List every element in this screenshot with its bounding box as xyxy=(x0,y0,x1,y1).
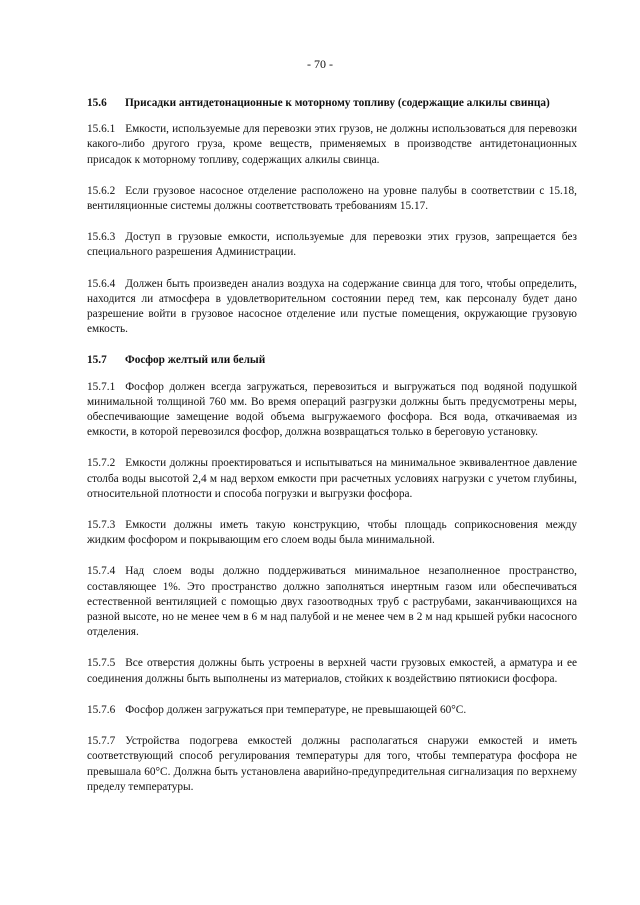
paragraph-text: Если грузовое насосное отделение расположено на уровне палубы в соответствии с 15.18, вентиляционные системы должны соответствовать требованиям 15.17. xyxy=(87,184,577,213)
paragraph-15-7-6 xyxy=(87,703,577,718)
paragraph-number: 15.7.5 xyxy=(87,657,116,670)
paragraph-15-6-2 xyxy=(87,184,577,214)
section-title: Присадки антидетонационные к моторному топливу (содержащие алкилы свинца) xyxy=(125,97,550,109)
section-number: 15.6 xyxy=(87,97,107,109)
paragraph-text: Над слоем воды должно поддерживаться минимальное незаполненное пространство, составляющее 1%. Это пространство должно заполняться инертным газом или обеспечиваться естественной вентиляцией с помощью двух газоотводных труб с раструбами, заканчивающихся на разной высоте, но не менее чем в 6 м над палубой и не менее чем в 2 м над крышей рубки насосного отделения. xyxy=(87,565,577,639)
paragraph-15-7-5 xyxy=(87,656,577,686)
paragraph-15-6-3 xyxy=(87,230,577,260)
paragraph-number: 15.7.3 xyxy=(87,519,116,532)
section-heading-15-7 xyxy=(87,353,577,368)
paragraph-15-7-1 xyxy=(87,380,577,441)
section-number: 15.7 xyxy=(87,354,107,367)
paragraph-number: 15.7.7 xyxy=(87,735,116,748)
paragraph-number: 15.7.4 xyxy=(87,565,116,578)
section-title: Фосфор желтый или белый xyxy=(125,354,266,367)
document-body xyxy=(87,96,577,811)
paragraph-number: 15.6.2 xyxy=(87,184,116,197)
paragraph-text: Устройства подогрева емкостей должны располагаться снаружи емкостей и иметь соответствующий способ регулирования температуры для того, чтобы температура фосфора не превышала 60°С. Должна быть установлена аварийно-предупредительная сигнализация по верхнему пределу температуры. xyxy=(87,735,577,793)
paragraph-text: Все отверстия должны быть устроены в верхней части грузовых емкостей, а арматура и ее соединения должны быть выполнены из материалов, стойких к воздействию пятиокиси фосфора. xyxy=(87,657,577,685)
paragraph-number: 15.6.3 xyxy=(87,231,116,244)
paragraph-number: 15.6.1 xyxy=(87,123,116,136)
paragraph-15-7-2 xyxy=(87,456,577,502)
paragraph-text: Емкости, используемые для перевозки этих грузов, не должны использоваться для перевозки какого-либо другого груза, кроме веществ, применяемых в производстве антидетонационных присадок к моторному топливу, содержащих алкилы свинца. xyxy=(87,123,577,166)
section-heading-15-6 xyxy=(87,96,577,111)
paragraph-text: Емкости должны проектироваться и испытываться на минимальное эквивалентное давление столба воды высотой 2,4 м над верхом емкости при расчетных условиях нагрузки с учетом глубины, относительной плотности и способа погрузки и выгрузки фосфора. xyxy=(87,457,577,500)
paragraph-15-6-4 xyxy=(87,277,577,338)
paragraph-number: 15.6.4 xyxy=(87,277,116,290)
paragraph-number: 15.7.1 xyxy=(87,380,116,393)
paragraph-number: 15.7.2 xyxy=(87,457,116,470)
paragraph-15-7-7 xyxy=(87,734,577,795)
paragraph-text: Должен быть произведен анализ воздуха на содержание свинца для того, чтобы определить, находится ли атмосфера в удовлетворительном состоянии перед тем, как персоналу будет дано разрешение войти в грузовое насосное отделение или пустые помещения, окружающие грузовую емкость. xyxy=(87,277,577,336)
paragraph-number: 15.7.6 xyxy=(87,703,116,716)
paragraph-15-7-4 xyxy=(87,564,577,640)
paragraph-15-7-3 xyxy=(87,518,577,548)
paragraph-text: Емкости должны иметь такую конструкцию, чтобы площадь соприкосновения между жидким фосфором и покрывающим его слоем воды была минимальной. xyxy=(87,519,577,547)
paragraph-text: Фосфор должен всегда загружаться, перевозиться и выгружаться под водяной подушкой минимальной толщиной 760 мм. Во время операций разгрузки должны быть предусмотрены меры, обеспечивающие замещение водой объема выгружаемого фосфора. Вся вода, откачиваемая из емкости, в которой перевозился фосфор, должна возвращаться только в береговую установку. xyxy=(87,380,577,439)
page-number: - 70 - xyxy=(307,57,333,71)
paragraph-text: Доступ в грузовые емкости, используемые для перевозки этих грузов, запрещается без специального разрешения Администрации. xyxy=(87,231,577,259)
paragraph-text: Фосфор должен загружаться при температуре, не превышающей 60°С. xyxy=(125,703,467,716)
paragraph-15-6-1 xyxy=(87,122,577,168)
